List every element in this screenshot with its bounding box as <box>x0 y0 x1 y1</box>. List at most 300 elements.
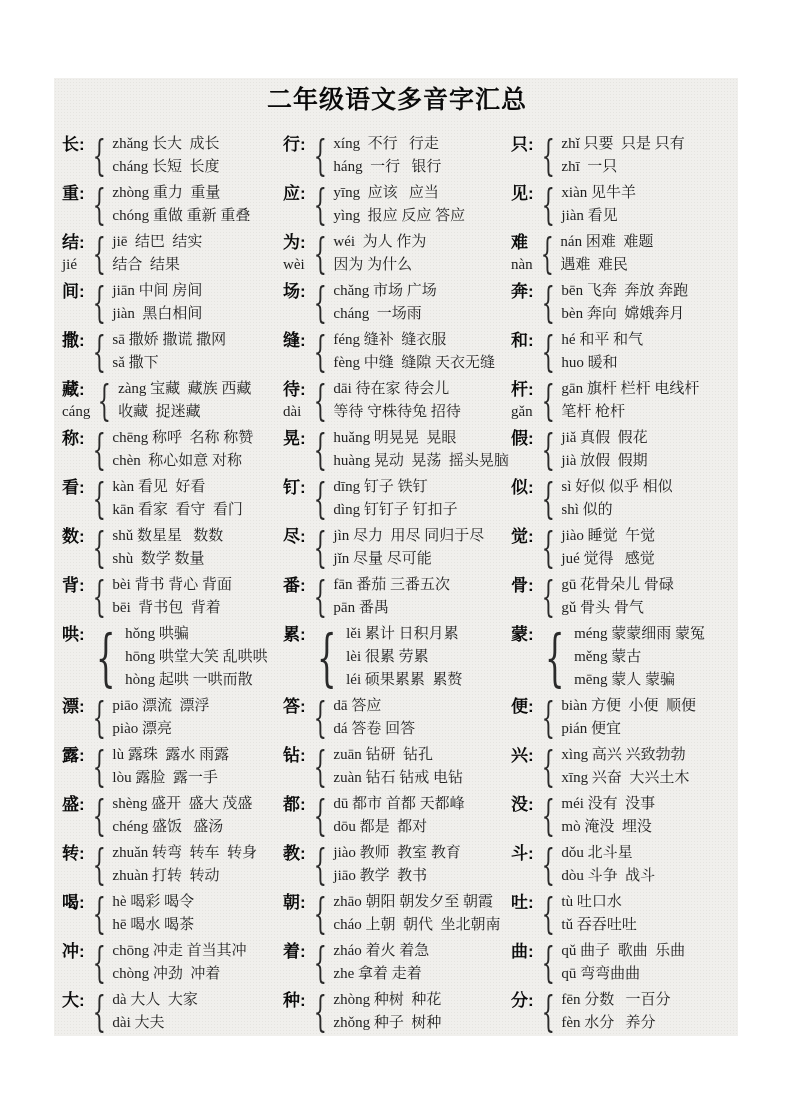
reading-line: zhǐ 只要 只是 只有 <box>561 136 685 152</box>
brace-icon: { <box>92 572 106 622</box>
entry-character: 斗: <box>511 844 534 863</box>
entry-label <box>283 744 306 790</box>
brace-icon: { <box>313 523 327 573</box>
brace-icon: { <box>92 742 106 792</box>
brace-icon: { <box>92 180 106 230</box>
reading-line: dá 答卷 回答 <box>333 721 416 737</box>
reading-line: jiǎ 真假 假花 <box>561 430 648 446</box>
entry-readings <box>333 525 484 571</box>
reading-line: dài 大夫 <box>112 1015 165 1031</box>
entry-character: 只: <box>511 135 534 154</box>
entry-readings <box>561 793 655 839</box>
entry-readings <box>333 574 450 620</box>
reading-line: cháng 一场雨 <box>333 306 422 322</box>
polyphone-entry <box>511 525 732 571</box>
entry-label <box>283 842 306 888</box>
entry-character: 蒙: <box>511 625 534 644</box>
brace-icon: { <box>313 229 327 279</box>
entry-readings <box>112 793 252 839</box>
entry-character: 曲: <box>511 942 534 961</box>
reading-line: dǒu 北斗星 <box>561 845 633 861</box>
polyphone-entry <box>62 891 283 937</box>
entry-label <box>62 476 85 522</box>
brace-icon: { <box>98 376 112 426</box>
entry-character: 称: <box>62 429 85 448</box>
brace-icon: { <box>313 180 327 230</box>
entry-label <box>511 280 534 326</box>
entry-label <box>62 989 85 1035</box>
reading-line: fèn 水分 养分 <box>561 1015 656 1031</box>
polyphone-entry <box>511 842 732 888</box>
entry-outer-pinyin: cáng <box>62 404 91 420</box>
reading-line: sì 好似 似乎 相似 <box>561 479 673 495</box>
entry-readings <box>333 940 429 986</box>
entry-readings <box>333 182 465 228</box>
polyphone-entry <box>283 329 511 375</box>
brace-icon: { <box>541 938 555 988</box>
brace-icon: { <box>313 376 327 426</box>
entry-label <box>283 476 306 522</box>
polyphone-entry <box>62 133 283 179</box>
polyphone-entry <box>511 280 732 326</box>
entry-label <box>62 329 85 375</box>
polyphone-entry <box>283 574 511 620</box>
reading-line: háng 一行 银行 <box>333 159 442 175</box>
entry-character: 没: <box>511 795 534 814</box>
reading-line: huǎng 明晃晃 晃眼 <box>333 430 457 446</box>
polyphone-entry <box>62 744 283 790</box>
reading-line: chǎng 市场 广场 <box>333 283 437 299</box>
entry-label <box>62 427 85 473</box>
reading-line: zhǒng 种子 树种 <box>333 1015 442 1031</box>
entry-readings <box>561 427 647 473</box>
polyphone-entry <box>283 793 511 839</box>
reading-line: sǎ 撒下 <box>112 355 159 371</box>
reading-line: shǔ 数星星 数数 <box>112 528 224 544</box>
reading-line: méng 蒙蒙细雨 蒙冤 <box>574 626 705 642</box>
reading-line: 遇难 难民 <box>560 257 628 273</box>
reading-line: hè 喝彩 喝令 <box>112 894 195 910</box>
entry-label <box>283 133 306 179</box>
brace-icon: { <box>541 327 555 377</box>
entry-character: 便: <box>511 697 534 716</box>
reading-line: chōng 冲走 首当其冲 <box>112 943 247 959</box>
entry-readings <box>560 231 653 277</box>
polyphone-entry <box>511 476 732 522</box>
polyphone-entry <box>283 427 511 473</box>
reading-line: shèng 盛开 盛大 茂盛 <box>112 796 253 812</box>
entry-readings <box>333 378 461 424</box>
brace-icon: { <box>313 889 327 939</box>
entry-character: 结: <box>62 233 85 252</box>
entry-label <box>511 695 534 741</box>
brace-icon: { <box>313 572 327 622</box>
polyphone-entry <box>511 940 732 986</box>
entry-label <box>511 623 534 692</box>
reading-line: zhāo 朝阳 朝发夕至 朝霞 <box>333 894 493 910</box>
brace-icon: { <box>92 693 106 743</box>
entry-label <box>511 329 534 375</box>
entry-character: 行: <box>283 135 306 154</box>
reading-line: kān 看家 看守 看门 <box>112 502 243 518</box>
entry-character: 累: <box>283 625 306 644</box>
reading-line: jiē 结巴 结实 <box>112 234 203 250</box>
entry-readings <box>112 476 242 522</box>
entry-label <box>511 378 534 424</box>
entry-character: 转: <box>62 844 85 863</box>
entry-label <box>511 940 534 986</box>
brace-icon: { <box>541 742 555 792</box>
entry-character: 看: <box>62 478 85 497</box>
entry-character: 假: <box>511 429 534 448</box>
polyphone-entry <box>283 525 511 571</box>
reading-line: lèi 很累 劳累 <box>346 649 429 665</box>
reading-line: mēng 蒙人 蒙骗 <box>574 672 675 688</box>
brace-icon: { <box>313 278 327 328</box>
reading-line: jǐn 尽量 尽可能 <box>333 551 432 567</box>
entry-character: 漂: <box>62 697 85 716</box>
brace-icon: { <box>313 840 327 890</box>
entry-character: 大: <box>62 991 85 1010</box>
entry-character: 种: <box>283 991 306 1010</box>
polyphone-entry <box>62 427 283 473</box>
entry-label <box>283 695 306 741</box>
brace-icon: { <box>92 840 106 890</box>
brace-icon: { <box>541 987 555 1037</box>
entry-character: 重: <box>62 184 85 203</box>
entry-character: 数: <box>62 527 85 546</box>
polyphone-entry <box>511 793 732 839</box>
entry-readings <box>561 182 636 228</box>
reading-line: gǔ 骨头 骨气 <box>561 600 644 616</box>
reading-line: fèng 中缝 缝隙 天衣无缝 <box>333 355 496 371</box>
reading-line: biàn 方便 小便 顺便 <box>561 698 696 714</box>
polyphone-entry <box>511 891 732 937</box>
polyphone-entry <box>283 695 511 741</box>
brace-icon: { <box>95 620 116 694</box>
polyphone-entry <box>62 989 283 1035</box>
reading-line: chēng 称呼 名称 称赞 <box>112 430 254 446</box>
entry-character: 着: <box>283 942 306 961</box>
reading-line: bèn 奔向 嫦娥奔月 <box>561 306 685 322</box>
entry-label <box>283 574 306 620</box>
entry-readings <box>112 525 223 571</box>
polyphone-entry <box>62 378 283 424</box>
brace-icon: { <box>92 474 106 524</box>
reading-line: 因为 为什么 <box>333 257 413 273</box>
polyphone-entry <box>283 378 511 424</box>
entry-readings <box>112 989 197 1035</box>
entry-character: 露: <box>62 746 85 765</box>
polyphone-entry <box>511 133 732 179</box>
entry-label <box>283 329 306 375</box>
brace-icon: { <box>92 791 106 841</box>
polyphone-entry <box>283 891 511 937</box>
brace-icon: { <box>313 693 327 743</box>
polyphone-entry <box>283 620 511 694</box>
reading-line: kàn 看见 好看 <box>112 479 206 495</box>
entry-readings <box>112 329 226 375</box>
entry-outer-pinyin: nàn <box>511 257 533 273</box>
entry-character: 分: <box>511 991 534 1010</box>
reading-line: zhuǎn 转弯 转车 转身 <box>112 845 257 861</box>
entry-readings <box>333 842 461 888</box>
reading-line: 结合 结果 <box>112 257 180 273</box>
reading-line: měng 蒙古 <box>574 649 642 665</box>
entry-readings <box>125 623 268 692</box>
brace-icon: { <box>541 889 555 939</box>
entry-label <box>283 427 306 473</box>
reading-line: jiān 中间 房间 <box>112 283 203 299</box>
entry-character: 晃: <box>283 429 306 448</box>
brace-icon: { <box>313 474 327 524</box>
reading-line: hē 喝水 喝茶 <box>112 917 195 933</box>
reading-line: qǔ 曲子 歌曲 乐曲 <box>561 943 686 959</box>
reading-line: 收藏 捉迷藏 <box>118 404 201 420</box>
reading-line: féng 缝补 缝衣服 <box>333 332 447 348</box>
entry-readings <box>333 695 415 741</box>
brace-icon: { <box>92 229 106 279</box>
reading-line: cháng 长短 长度 <box>112 159 220 175</box>
polyphone-entry <box>511 182 732 228</box>
entry-label <box>511 182 534 228</box>
reading-line: dīng 钉子 铁钉 <box>333 479 428 495</box>
entry-label <box>511 989 534 1035</box>
reading-line: dà 大人 大家 <box>112 992 198 1008</box>
entry-readings <box>112 744 229 790</box>
reading-line: gān 旗杆 栏杆 电线杆 <box>561 381 700 397</box>
brace-icon: { <box>92 327 106 377</box>
polyphone-entry <box>62 476 283 522</box>
reading-line: zàng 宝藏 藏族 西藏 <box>118 381 252 397</box>
reading-line: zhuàn 打转 转动 <box>112 868 220 884</box>
entry-label <box>511 793 534 839</box>
entry-readings <box>561 744 689 790</box>
brace-icon: { <box>92 889 106 939</box>
entry-readings <box>333 133 441 179</box>
entries-grid <box>62 133 732 1035</box>
polyphone-entry <box>511 620 732 694</box>
polyphone-entry <box>511 231 732 277</box>
polyphone-entry <box>511 989 732 1035</box>
reading-line: sā 撒娇 撒谎 撒网 <box>112 332 227 348</box>
reading-line: xiàn 见牛羊 <box>561 185 636 201</box>
entry-label <box>62 133 85 179</box>
entry-readings <box>561 133 684 179</box>
polyphone-entry <box>62 793 283 839</box>
entry-readings <box>561 378 699 424</box>
entry-character: 见: <box>511 184 534 203</box>
reading-line: jué 觉得 感觉 <box>561 551 655 567</box>
entry-readings <box>112 280 202 326</box>
entry-readings <box>346 623 462 692</box>
entry-character: 杆: <box>511 380 534 399</box>
reading-line: zhòng 重力 重量 <box>112 185 221 201</box>
reading-line: zhe 拿着 走着 <box>333 966 422 982</box>
reading-line: zuān 钻研 钻孔 <box>333 747 433 763</box>
entry-character: 骨: <box>511 576 534 595</box>
brace-icon: { <box>541 180 555 230</box>
reading-line: dōu 都是 都对 <box>333 819 428 835</box>
reading-line: hé 和平 和气 <box>561 332 644 348</box>
brace-icon: { <box>92 425 106 475</box>
reading-line: jiào 教师 教室 教育 <box>333 845 461 861</box>
reading-line: jiàn 黑白相间 <box>112 306 203 322</box>
entry-label <box>62 744 85 790</box>
entry-character: 都: <box>283 795 306 814</box>
entry-character: 喝: <box>62 893 85 912</box>
brace-icon: { <box>92 938 106 988</box>
entry-label <box>62 793 85 839</box>
entry-label <box>62 842 85 888</box>
entry-character: 似: <box>511 478 534 497</box>
entry-label <box>283 280 306 326</box>
reading-line: bēn 飞奔 奔放 奔跑 <box>561 283 689 299</box>
entry-readings <box>333 231 426 277</box>
reading-line: huàng 晃动 晃荡 摇头晃脑 <box>333 453 509 469</box>
entry-label <box>283 231 306 277</box>
polyphone-entry <box>62 842 283 888</box>
entry-label <box>283 891 306 937</box>
reading-line: méi 没有 没事 <box>561 796 656 812</box>
entry-label <box>62 231 85 277</box>
page-title: 二年级语文多音字汇总 <box>266 86 527 114</box>
entry-readings <box>333 329 495 375</box>
polyphone-entry <box>511 744 732 790</box>
entry-label <box>511 744 534 790</box>
entry-outer-pinyin: wèi <box>283 257 305 273</box>
polyphone-entry <box>511 574 732 620</box>
entry-label <box>283 525 306 571</box>
entry-character: 藏: <box>62 380 85 399</box>
entry-readings <box>333 427 508 473</box>
entry-readings <box>112 182 250 228</box>
document-page <box>54 78 738 1036</box>
entry-readings <box>561 695 696 741</box>
entry-readings <box>561 476 672 522</box>
reading-line: tù 吐口水 <box>561 894 622 910</box>
brace-icon: { <box>541 278 555 328</box>
reading-line: jià 放假 假期 <box>561 453 648 469</box>
entry-readings <box>561 574 674 620</box>
entry-label <box>511 842 534 888</box>
entry-character: 钻: <box>283 746 306 765</box>
reading-line: dū 都市 首都 天都峰 <box>333 796 465 812</box>
reading-line: chóng 重做 重新 重叠 <box>112 208 251 224</box>
reading-line: zuàn 钻石 钻戒 电钻 <box>333 770 463 786</box>
reading-line: cháo 上朝 朝代 坐北朝南 <box>333 917 501 933</box>
reading-line: dā 答应 <box>333 698 382 714</box>
reading-line: léi 硕果累累 累赘 <box>346 672 463 688</box>
polyphone-entry <box>511 329 732 375</box>
entry-readings <box>561 525 655 571</box>
polyphone-entry <box>283 744 511 790</box>
polyphone-entry <box>62 182 283 228</box>
brace-icon: { <box>313 987 327 1037</box>
entry-label <box>62 574 85 620</box>
entry-readings <box>112 427 253 473</box>
entry-label <box>283 378 306 424</box>
entry-character: 兴: <box>511 746 534 765</box>
reading-line: jìn 尽力 用尽 同归于尽 <box>333 528 485 544</box>
reading-line: yīng 应该 应当 <box>333 185 439 201</box>
entry-readings <box>333 891 500 937</box>
entry-character: 哄: <box>62 625 85 644</box>
entry-label <box>62 623 85 692</box>
entry-label <box>62 940 85 986</box>
entry-character: 教: <box>283 844 306 863</box>
entry-outer-pinyin: jié <box>62 257 77 273</box>
polyphone-entry <box>283 842 511 888</box>
polyphone-entry <box>62 231 283 277</box>
reading-line: piào 漂亮 <box>112 721 172 737</box>
reading-line: fēn 分数 一百分 <box>561 992 671 1008</box>
reading-line: zháo 着火 着急 <box>333 943 430 959</box>
brace-icon: { <box>541 523 555 573</box>
entry-label <box>511 476 534 522</box>
polyphone-entry <box>62 525 283 571</box>
reading-line: 笔杆 枪杆 <box>561 404 626 420</box>
entry-outer-pinyin: gǎn <box>511 404 533 420</box>
polyphone-entry <box>283 280 511 326</box>
polyphone-entry <box>511 695 732 741</box>
entry-readings <box>561 940 685 986</box>
brace-icon: { <box>541 572 555 622</box>
polyphone-entry <box>283 989 511 1035</box>
entry-label <box>283 793 306 839</box>
entry-label <box>283 989 306 1035</box>
brace-icon: { <box>313 938 327 988</box>
brace-icon: { <box>541 474 555 524</box>
entry-readings <box>561 842 655 888</box>
entry-label <box>511 427 534 473</box>
reading-line: zhòng 种树 种花 <box>333 992 442 1008</box>
reading-line: hòng 起哄 一哄而散 <box>125 672 253 688</box>
reading-line: shù 数学 数量 <box>112 551 205 567</box>
entry-label <box>62 182 85 228</box>
entry-character: 场: <box>283 282 306 301</box>
brace-icon: { <box>541 425 555 475</box>
reading-line: jiāo 教学 教书 <box>333 868 428 884</box>
entry-character: 背: <box>62 576 85 595</box>
reading-line: 等待 守株待兔 招待 <box>333 404 461 420</box>
entry-readings <box>574 623 705 692</box>
entry-readings <box>561 280 688 326</box>
brace-icon: { <box>313 742 327 792</box>
polyphone-entry <box>283 133 511 179</box>
reading-line: dòu 斗争 战斗 <box>561 868 656 884</box>
entry-readings <box>333 280 436 326</box>
entry-label <box>283 623 306 692</box>
entry-outer-pinyin: dài <box>283 404 302 420</box>
entry-character: 答: <box>283 697 306 716</box>
reading-line: hǒng 哄骗 <box>125 626 189 642</box>
brace-icon: { <box>92 278 106 328</box>
polyphone-entry <box>62 280 283 326</box>
polyphone-entry <box>283 182 511 228</box>
reading-line: qū 弯弯曲曲 <box>561 966 641 982</box>
reading-line: zhǎng 长大 成长 <box>112 136 220 152</box>
entry-label <box>283 940 306 986</box>
reading-line: bèi 背书 背心 背面 <box>112 577 232 593</box>
brace-icon: { <box>92 987 106 1037</box>
brace-icon: { <box>541 131 555 181</box>
reading-line: bēi 背书包 背着 <box>112 600 221 616</box>
reading-line: zhī 一只 <box>561 159 618 175</box>
entry-character: 朝: <box>283 893 306 912</box>
brace-icon: { <box>313 425 327 475</box>
entry-readings <box>112 133 219 179</box>
